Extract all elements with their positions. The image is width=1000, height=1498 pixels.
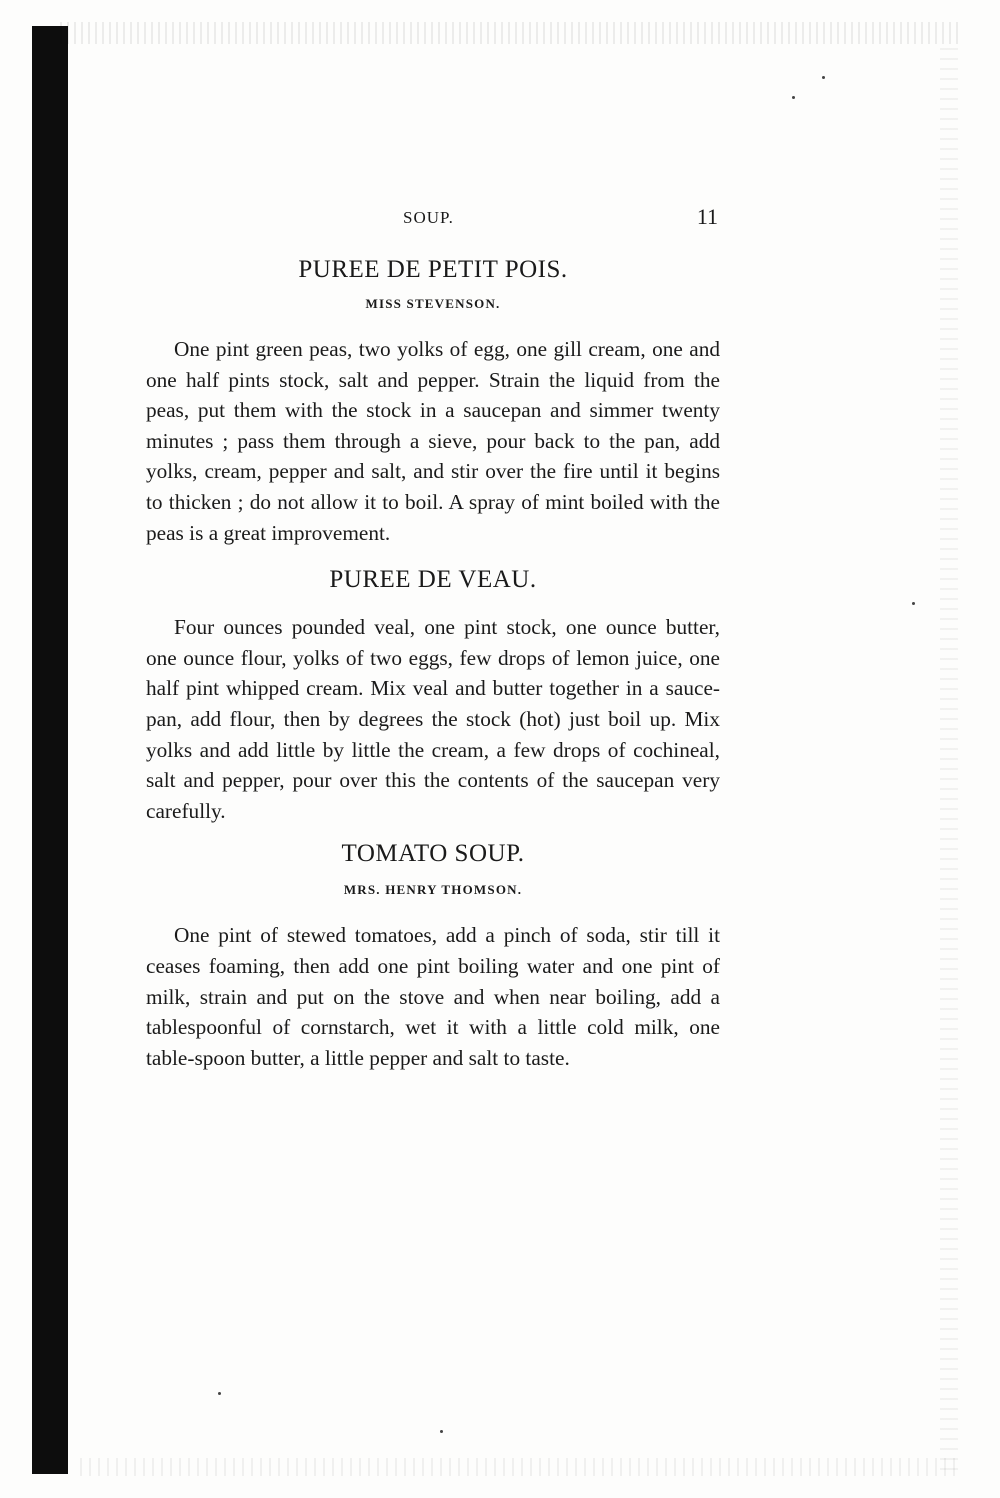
recipe-puree-de-veau: [146, 562, 720, 826]
recipe-title: PUREE DE PETIT POIS.: [298, 256, 568, 283]
page-number: 11: [696, 204, 718, 229]
running-header: [148, 204, 718, 234]
ink-speck: [218, 1392, 221, 1395]
recipe-author: MRS. HENRY THOMSON.: [343, 882, 523, 898]
recipe-title: TOMATO SOUP.: [341, 840, 525, 868]
ink-speck: [822, 76, 825, 79]
recipe-author: MISS STEVENSON.: [365, 296, 501, 311]
ink-speck: [912, 602, 915, 605]
recipe-text: One pint green peas, two yolks of egg, one gill cream, one and one half pints stock, salt and pepper. Strain the liquid from the peas, put them with the stock in a saucepan and simmer twenty minutes ; pass them through a sieve, pour back to the pan, add yolks, cream, pepper and salt, and stir over the fire until it begins to thicken ; do not allow it to boil. A spray of mint boiled with the peas is a great improvement.: [146, 337, 720, 545]
page-text-block: [146, 252, 720, 1073]
top-edge-scan-noise: [60, 22, 960, 44]
recipe-text: Four ounces pounded veal, one pint stock, one ounce butter, one ounce flour, yolks of two eggs, few drops of lemon juice, one half pint whipped cream. Mix veal and butter together in a sauce-pan, add flour, then by degrees the stock (hot) just boil up. Mix yolks and add little by little the cream, a few drops of cochineal, salt and pepper, pour over this the contents of the saucepan very carefully.: [146, 615, 720, 823]
recipe-title: PUREE DE VEAU.: [329, 566, 537, 594]
recipe-text: One pint of stewed tomatoes, add a pinch of soda, stir till it ceases foaming, then add one pint boiling water and one pint of milk, strain and put on the stove and when near boiling, add a tablespoonful of cornstarch, wet it with a little cold milk, one table-spoon butter, a little pepper and salt to taste.: [146, 923, 720, 1070]
bottom-edge-scan-noise: [80, 1458, 960, 1476]
binding-spine-shadow: [32, 26, 68, 1474]
recipe-puree-de-petit-pois: [146, 252, 720, 548]
right-edge-scan-noise: [940, 40, 958, 1470]
ink-speck: [440, 1430, 443, 1433]
running-title: SOUP.: [403, 208, 454, 227]
ink-speck: [792, 96, 795, 99]
recipe-tomato-soup: [146, 836, 720, 1073]
